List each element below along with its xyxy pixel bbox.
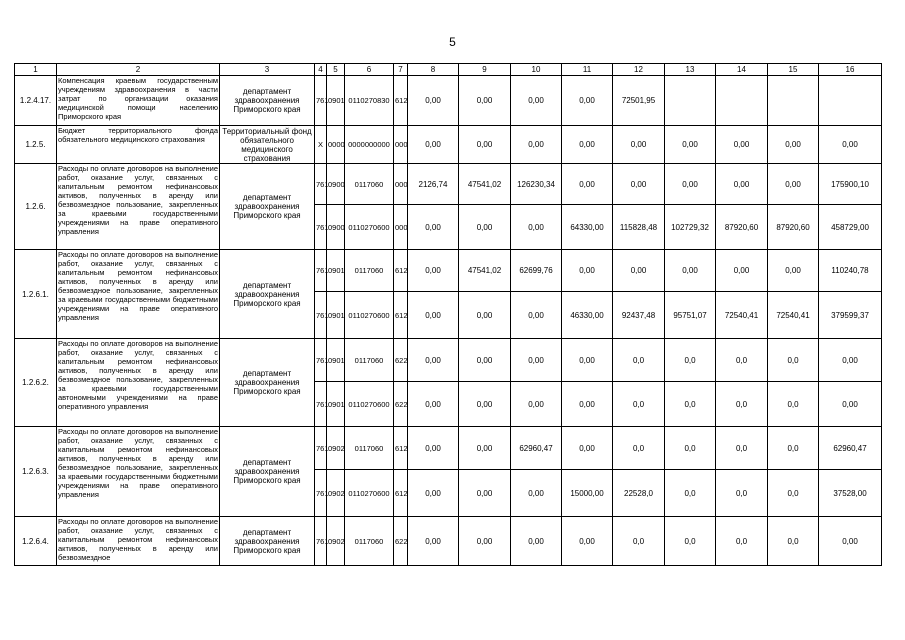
- cell-col-4: 761: [315, 470, 327, 517]
- cell-col-14: 0,0: [716, 427, 768, 470]
- column-header: 1: [15, 64, 57, 76]
- row-description: Расходы по оплате договоров на выполнение работ, оказание услуг, связанных с капитальным ремонтом нефинансовых активов, полученных в аренду или безвозмездное пользование, закрепленных за краевыми государственными бюджетными учреждениями на праве оперативного управления: [57, 427, 220, 517]
- row-department: департамент здравоохранения Приморского края: [220, 76, 315, 126]
- cell-col-8: 0,00: [408, 126, 459, 164]
- cell-col-7: 622: [394, 382, 408, 427]
- cell-col-11: 0,00: [562, 339, 613, 382]
- column-header: 4: [315, 64, 327, 76]
- cell-col-13: 0,00: [665, 250, 716, 292]
- row-description: Компенсация краевым государственным учреждениям здравоохранения в части затрат по организации оказания медицинской помощи населению Приморского края: [57, 76, 220, 126]
- table-row: [15, 76, 882, 126]
- cell-col-12: 0,0: [613, 339, 665, 382]
- cell-col-5: 0901: [327, 250, 345, 292]
- cell-col-9: 0,00: [459, 427, 511, 470]
- cell-col-13: 0,00: [665, 126, 716, 164]
- cell-col-16: 0,00: [819, 339, 882, 382]
- cell-col-15: 0,0: [768, 427, 819, 470]
- cell-col-16: 379599,37: [819, 292, 882, 339]
- cell-col-6: 0117060: [345, 164, 394, 205]
- cell-col-7: 612: [394, 292, 408, 339]
- cell-col-15: 72540,41: [768, 292, 819, 339]
- cell-col-8: 0,00: [408, 76, 459, 126]
- column-header: 14: [716, 64, 768, 76]
- cell-col-14: 0,00: [716, 164, 768, 205]
- column-header: 9: [459, 64, 511, 76]
- page-number: 5: [449, 35, 456, 49]
- cell-col-11: 0,00: [562, 427, 613, 470]
- cell-col-13: 0,0: [665, 517, 716, 566]
- table-row: [15, 427, 882, 470]
- cell-col-16: 0,00: [819, 517, 882, 566]
- cell-col-11: 0,00: [562, 126, 613, 164]
- row-description: Бюджет территориального фонда обязательного медицинского страхования: [57, 126, 220, 164]
- cell-col-12: 0,00: [613, 164, 665, 205]
- budget-table: [14, 63, 882, 566]
- column-header: 8: [408, 64, 459, 76]
- cell-col-7: 612: [394, 427, 408, 470]
- table-row: [15, 339, 882, 382]
- row-number: 1.2.4.17.: [15, 76, 57, 126]
- cell-col-6: 0110270600: [345, 292, 394, 339]
- cell-col-7: 000: [394, 205, 408, 250]
- cell-col-13: 0,0: [665, 339, 716, 382]
- cell-col-15: 0,00: [768, 250, 819, 292]
- column-header: 15: [768, 64, 819, 76]
- cell-col-7: 612: [394, 250, 408, 292]
- cell-col-9: 0,00: [459, 76, 511, 126]
- cell-col-5: 0900: [327, 205, 345, 250]
- cell-col-7: 612: [394, 76, 408, 126]
- cell-col-15: 0,0: [768, 382, 819, 427]
- cell-col-14: 0,0: [716, 339, 768, 382]
- cell-col-10: 0,00: [511, 205, 562, 250]
- cell-col-13: 95751,07: [665, 292, 716, 339]
- cell-col-4: 761: [315, 164, 327, 205]
- cell-col-7: 000: [394, 126, 408, 164]
- cell-col-14: 0,0: [716, 470, 768, 517]
- cell-col-10: 0,00: [511, 339, 562, 382]
- cell-col-6: 0110270830: [345, 76, 394, 126]
- cell-col-10: 0,00: [511, 126, 562, 164]
- row-department: департамент здравоохранения Приморского края: [220, 164, 315, 250]
- cell-col-4: 761: [315, 427, 327, 470]
- cell-col-4: 761: [315, 76, 327, 126]
- cell-col-11: 0,00: [562, 382, 613, 427]
- cell-col-15: 0,0: [768, 470, 819, 517]
- row-number: 1.2.6.: [15, 164, 57, 250]
- cell-col-9: 47541,02: [459, 250, 511, 292]
- table-row: [15, 250, 882, 292]
- cell-col-11: 0,00: [562, 250, 613, 292]
- cell-col-5: 0900: [327, 164, 345, 205]
- cell-col-14: 87920,60: [716, 205, 768, 250]
- cell-col-10: 62699,76: [511, 250, 562, 292]
- cell-col-16: 37528,00: [819, 470, 882, 517]
- cell-col-5: 0901: [327, 76, 345, 126]
- cell-col-6: 0117060: [345, 339, 394, 382]
- cell-col-10: 0,00: [511, 470, 562, 517]
- cell-col-11: 0,00: [562, 76, 613, 126]
- cell-col-12: 0,00: [613, 250, 665, 292]
- cell-col-5: 0901: [327, 382, 345, 427]
- cell-col-5: 0000: [327, 126, 345, 164]
- cell-col-8: 0,00: [408, 339, 459, 382]
- cell-col-8: 0,00: [408, 517, 459, 566]
- cell-col-12: 0,0: [613, 517, 665, 566]
- column-header: 11: [562, 64, 613, 76]
- row-department: Территориальный фонд обязательного медицинского страхования: [220, 126, 315, 164]
- cell-col-4: 761: [315, 517, 327, 566]
- cell-col-5: 0901: [327, 339, 345, 382]
- column-header: 12: [613, 64, 665, 76]
- cell-col-14: 0,0: [716, 517, 768, 566]
- cell-col-10: 0,00: [511, 517, 562, 566]
- cell-col-6: 0110270600: [345, 205, 394, 250]
- cell-col-9: 0,00: [459, 126, 511, 164]
- row-number: 1.2.6.1.: [15, 250, 57, 339]
- column-header: 13: [665, 64, 716, 76]
- cell-col-10: 62960,47: [511, 427, 562, 470]
- cell-col-8: 2126,74: [408, 164, 459, 205]
- cell-col-6: 0117060: [345, 517, 394, 566]
- cell-col-16: 175900,10: [819, 164, 882, 205]
- column-header: 3: [220, 64, 315, 76]
- cell-col-11: 0,00: [562, 517, 613, 566]
- cell-col-13: 102729,32: [665, 205, 716, 250]
- cell-col-9: 0,00: [459, 517, 511, 566]
- table-row: [15, 126, 882, 164]
- cell-col-12: 0,0: [613, 427, 665, 470]
- cell-col-6: 0000000000: [345, 126, 394, 164]
- cell-col-15: 0,0: [768, 517, 819, 566]
- cell-col-12: 0,0: [613, 382, 665, 427]
- column-header: 6: [345, 64, 394, 76]
- cell-col-8: 0,00: [408, 382, 459, 427]
- cell-col-5: 0901: [327, 292, 345, 339]
- cell-col-16: 458729,00: [819, 205, 882, 250]
- row-number: 1.2.5.: [15, 126, 57, 164]
- cell-col-4: 761: [315, 339, 327, 382]
- cell-col-9: 0,00: [459, 205, 511, 250]
- cell-col-12: 0,00: [613, 126, 665, 164]
- cell-col-14: 0,0: [716, 382, 768, 427]
- cell-col-15: [768, 76, 819, 126]
- cell-col-16: [819, 76, 882, 126]
- cell-col-7: 622: [394, 339, 408, 382]
- cell-col-8: 0,00: [408, 292, 459, 339]
- cell-col-10: 0,00: [511, 382, 562, 427]
- row-number: 1.2.6.3.: [15, 427, 57, 517]
- cell-col-6: 0117060: [345, 250, 394, 292]
- cell-col-12: 92437,48: [613, 292, 665, 339]
- cell-col-10: 126230,34: [511, 164, 562, 205]
- cell-col-8: 0,00: [408, 427, 459, 470]
- cell-col-10: 0,00: [511, 292, 562, 339]
- cell-col-12: 115828,48: [613, 205, 665, 250]
- column-header: 2: [57, 64, 220, 76]
- cell-col-9: 47541,02: [459, 164, 511, 205]
- cell-col-4: 761: [315, 250, 327, 292]
- cell-col-11: 64330,00: [562, 205, 613, 250]
- cell-col-8: 0,00: [408, 205, 459, 250]
- cell-col-7: 622: [394, 517, 408, 566]
- column-header: 10: [511, 64, 562, 76]
- cell-col-4: 761: [315, 382, 327, 427]
- cell-col-13: 0,0: [665, 470, 716, 517]
- column-header: 7: [394, 64, 408, 76]
- cell-col-13: 0,0: [665, 382, 716, 427]
- cell-col-13: [665, 76, 716, 126]
- row-department: департамент здравоохранения Приморского края: [220, 250, 315, 339]
- cell-col-15: 0,0: [768, 339, 819, 382]
- cell-col-16: 0,00: [819, 382, 882, 427]
- row-department: департамент здравоохранения Приморского края: [220, 517, 315, 566]
- row-department: департамент здравоохранения Приморского края: [220, 427, 315, 517]
- cell-col-14: 0,00: [716, 250, 768, 292]
- cell-col-10: 0,00: [511, 76, 562, 126]
- cell-col-8: 0,00: [408, 250, 459, 292]
- row-description: Расходы по оплате договоров на выполнение работ, оказание услуг, связанных с капитальным ремонтом нефинансовых активов, полученных в аренду или безвозмездное пользование, закрепленных за краевыми государственными автономными учреждениями на праве оперативного управления: [57, 339, 220, 427]
- row-number: 1.2.6.2.: [15, 339, 57, 427]
- cell-col-14: 72540,41: [716, 292, 768, 339]
- cell-col-9: 0,00: [459, 292, 511, 339]
- cell-col-12: 22528,0: [613, 470, 665, 517]
- column-header: 16: [819, 64, 882, 76]
- cell-col-11: 46330,00: [562, 292, 613, 339]
- cell-col-4: 761: [315, 292, 327, 339]
- cell-col-9: 0,00: [459, 382, 511, 427]
- cell-col-11: 0,00: [562, 164, 613, 205]
- cell-col-8: 0,00: [408, 470, 459, 517]
- cell-col-5: 0902: [327, 517, 345, 566]
- cell-col-11: 15000,00: [562, 470, 613, 517]
- cell-col-13: 0,00: [665, 164, 716, 205]
- row-number: 1.2.6.4.: [15, 517, 57, 566]
- cell-col-5: 0902: [327, 427, 345, 470]
- table-row: [15, 164, 882, 205]
- cell-col-15: 0,00: [768, 164, 819, 205]
- cell-col-16: 110240,78: [819, 250, 882, 292]
- cell-col-12: 72501,95: [613, 76, 665, 126]
- cell-col-6: 0117060: [345, 427, 394, 470]
- cell-col-7: 000: [394, 164, 408, 205]
- row-description: Расходы по оплате договоров на выполнение работ, оказание услуг, связанных с капитальным ремонтом нефинансовых активов, полученных в аренду или безвозмездное пользование, закрепленных за краевыми государственными учреждениями на праве оперативного управления: [57, 164, 220, 250]
- cell-col-16: 62960,47: [819, 427, 882, 470]
- table-row: [15, 517, 882, 566]
- cell-col-7: 612: [394, 470, 408, 517]
- cell-col-14: [716, 76, 768, 126]
- column-header-row: [15, 64, 882, 76]
- cell-col-9: 0,00: [459, 339, 511, 382]
- cell-col-4: 761: [315, 205, 327, 250]
- cell-col-15: 0,00: [768, 126, 819, 164]
- cell-col-15: 87920,60: [768, 205, 819, 250]
- cell-col-16: 0,00: [819, 126, 882, 164]
- cell-col-9: 0,00: [459, 470, 511, 517]
- cell-col-5: 0902: [327, 470, 345, 517]
- cell-col-14: 0,00: [716, 126, 768, 164]
- row-description: Расходы по оплате договоров на выполнение работ, оказание услуг, связанных с капитальным ремонтом нефинансовых активов, полученных в аренду или безвозмездное пользование, закрепленных за краевыми государственными бюджетными учреждениями на праве оперативного управления: [57, 250, 220, 339]
- column-header: 5: [327, 64, 345, 76]
- row-department: департамент здравоохранения Приморского края: [220, 339, 315, 427]
- cell-col-6: 0110270600: [345, 382, 394, 427]
- cell-col-4: Х: [315, 126, 327, 164]
- row-description: Расходы по оплате договоров на выполнение работ, оказание услуг, связанных с капитальным ремонтом нефинансовых активов, полученных в аренду или безвозмездное: [57, 517, 220, 566]
- cell-col-13: 0,0: [665, 427, 716, 470]
- cell-col-6: 0110270600: [345, 470, 394, 517]
